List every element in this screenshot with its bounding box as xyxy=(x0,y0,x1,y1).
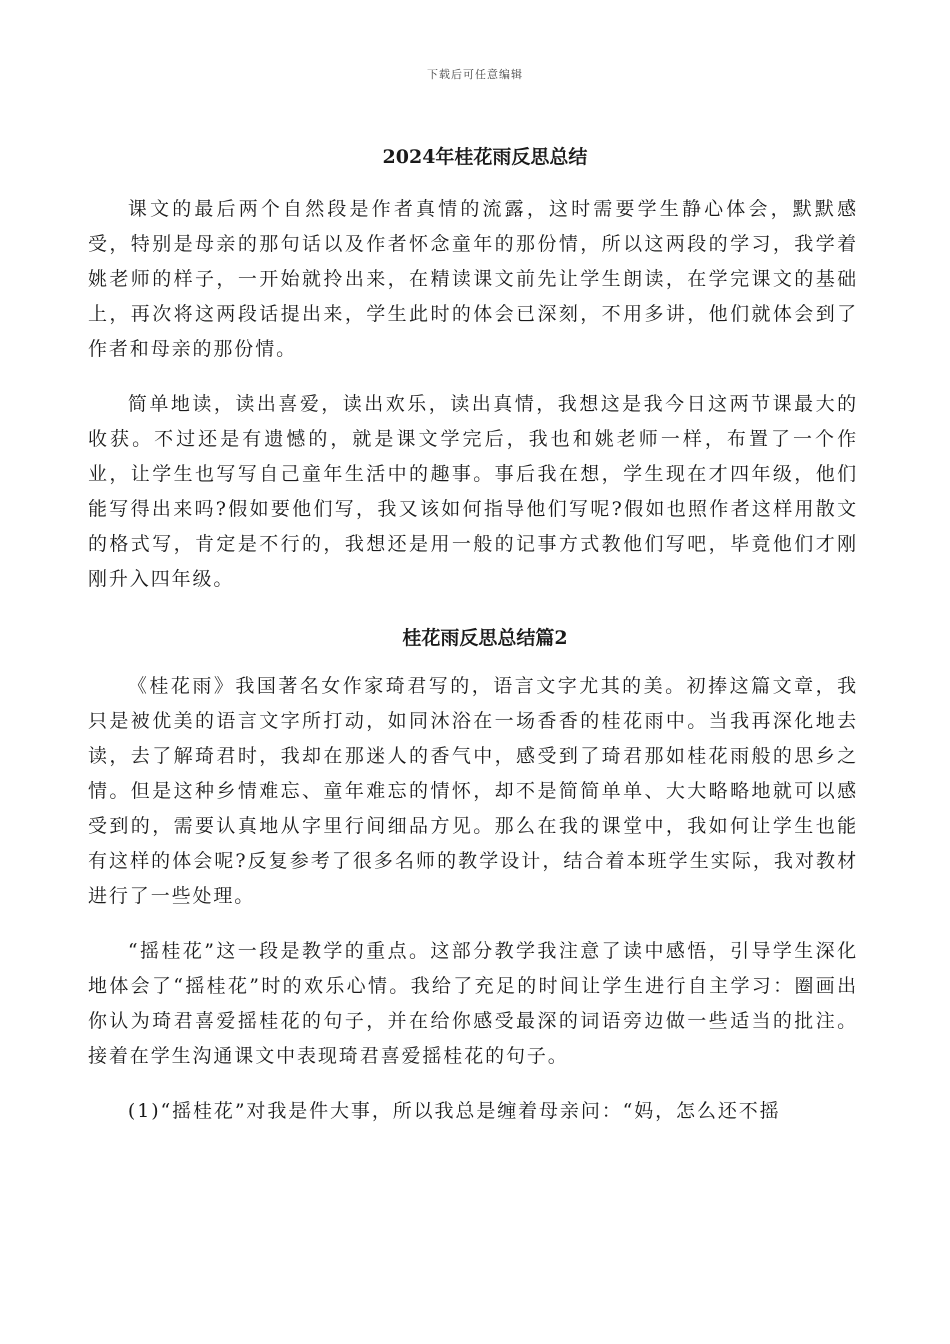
header-note: 下载后可任意编辑 xyxy=(427,68,523,81)
document-title: 2024年桂花雨反思总结 xyxy=(382,146,588,168)
paragraph: “摇桂花”这一段是教学的重点。这部分教学我注意了读中感悟，引导学生深化地体会了“摇桂花”时的欢乐心情。我给了充足的时间让学生进行自主学习：圈画出你认为琦君喜爱摇桂花的句子，并在给你感受最深的词语旁边做一些适当的批注。接着在学生沟通课文中表现琦君喜爱摇桂花的句子。 xyxy=(88,940,858,1067)
paragraph: (1)“摇桂花”对我是件大事，所以我总是缠着母亲问：“妈，怎么还不摇 xyxy=(127,1100,781,1122)
section-subtitle: 桂花雨反思总结篇2 xyxy=(402,627,568,649)
document-body xyxy=(88,140,858,1149)
paragraph: 课文的最后两个自然段是作者真情的流露，这时需要学生静心体会，默默感受，特别是母亲的那句话以及作者怀念童年的那份情，所以这两段的学习，我学着姚老师的样子，一开始就拎出来，在精读课文前先让学生朗读，在学完课文的基础上，再次将这两段话提出来，学生此时的体会已深刻，不用多讲，他们就体会到了作者和母亲的那份情。 xyxy=(88,198,858,360)
paragraph: 简单地读，读出喜爱，读出欢乐，读出真情，我想这是我今日这两节课最大的收获。不过还是有遗憾的，就是课文学完后，我也和姚老师一样，布置了一个作业，让学生也写写自己童年生活中的趣事。事后我在想，学生现在才四年级，他们能写得出来吗?假如要他们写，我又该如何指导他们写呢?假如也照作者这样用散文的格式写，肯定是不行的，我想还是用一般的记事方式教他们写吧，毕竟他们才刚刚升入四年级。 xyxy=(88,393,858,590)
paragraph: 《桂花雨》我国著名女作家琦君写的，语言文字尤其的美。初捧这篇文章，我只是被优美的语言文字所打动，如同沐浴在一场香香的桂花雨中。当我再深化地去读，去了解琦君时，我却在那迷人的香气中，感受到了琦君那如桂花雨般的思乡之情。但是这种乡情难忘、童年难忘的情怀，却不是简简单单、大大略略地就可以感受到的，需要认真地从字里行间细品方见。那么在我的课堂中，我如何让学生也能有这样的体会呢?反复参考了很多名师的教学设计，结合着本班学生实际，我对教材进行了一些处理。 xyxy=(88,675,858,907)
